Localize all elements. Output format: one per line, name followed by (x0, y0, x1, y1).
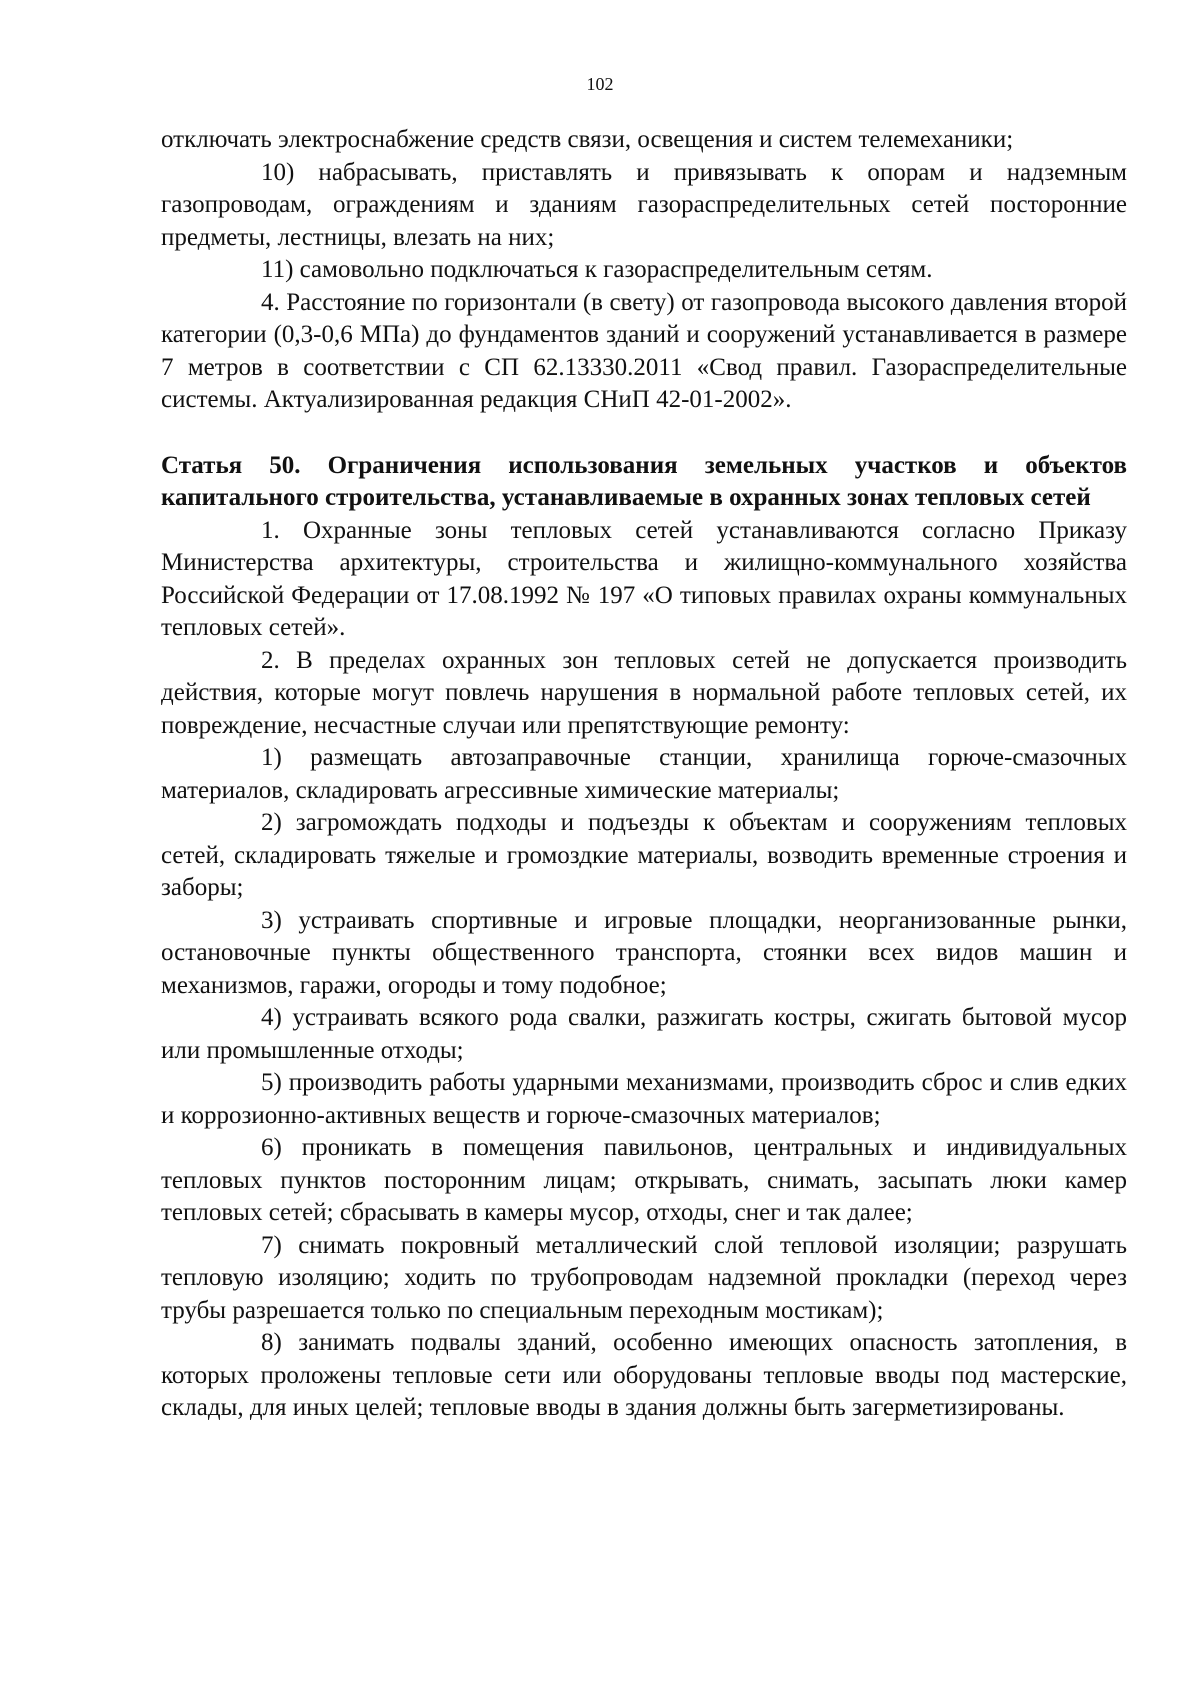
document-body (161, 124, 1127, 1425)
list-item-7: 7) снимать покровный металлический слой тепловой изоляции; разрушать тепловую изоляцию; ходить по трубопроводам надземной прокладки (переход через трубы разрешается только по специальным переходным мостикам); (161, 1231, 1127, 1324)
list-item-6: 6) проникать в помещения павильонов, центральных и индивидуальных тепловых пунктов посторонним лицам; открывать, снимать, засыпать люки камер тепловых сетей; сбрасывать в камеры мусор, отходы, снег и так далее; (161, 1134, 1127, 1226)
paragraph-point-2: 2. В пределах охранных зон тепловых сетей не допускается производить действия, которые могут повлечь нарушения в нормальной работе тепловых сетей, их повреждение, несчастные случаи или препятствующие ремонту: (161, 646, 1127, 739)
list-item-8: 8) занимать подвалы зданий, особенно имеющих опасность затопления, в которых проложены тепловые сети или оборудованы тепловые вводы под мастерские, склады, для иных целей; тепловые вводы в здания должны быть загерметизированы. (161, 1329, 1127, 1421)
paragraph-continuation: отключать электроснабжение средств связи, освещения и систем телемеханики; (161, 126, 1014, 153)
list-item-3: 3) устраивать спортивные и игровые площадки, неорганизованные рынки, остановочные пункты общественного транспорта, стоянки всех видов машин и механизмов, гаражи, огороды и тому подобное; (161, 906, 1127, 999)
list-item-4: 4) устраивать всякого рода свалки, разжигать костры, сжигать бытовой мусор или промышленные отходы; (161, 1004, 1127, 1064)
list-item-1: 1) размещать автозаправочные станции, хранилища горюче-смазочных материалов, складировать агрессивные химические материалы; (161, 744, 1127, 804)
list-item-10: 10) набрасывать, приставлять и привязывать к опорам и надземным газопроводам, ограждениям и зданиям газораспределительных сетей посторонние предметы, лестницы, влезать на них; (161, 158, 1127, 251)
page-number: 102 (586, 74, 614, 94)
list-item-5: 5) производить работы ударными механизмами, производить сброс и слив едких и коррозионно-активных веществ и горюче-смазочных материалов; (161, 1069, 1127, 1129)
paragraph-point-1: 1. Охранные зоны тепловых сетей устанавливаются согласно Приказу Министерства архитектуры, строительства и жилищно-коммунального хозяйства Российской Федерации от 17.08.1992 № 197 «О типовых правилах охраны коммунальных тепловых сетей». (161, 516, 1127, 641)
list-item-2: 2) загромождать подходы и подъезды к объектам и сооружениям тепловых сетей, складировать тяжелые и громоздкие материалы, возводить временные строения и заборы; (161, 809, 1127, 901)
paragraph-point-4: 4. Расстояние по горизонтали (в свету) от газопровода высокого давления второй категории (0,3-0,6 МПа) до фундаментов зданий и сооружений устанавливается в размере 7 метров в соответствии с СП 62.13330.2011 «Свод правил. Газораспределительные системы. Актуализированная редакция СНиП 42-01-2002». (161, 288, 1127, 413)
list-item-11: 11) самовольно подключаться к газораспределительным сетям. (261, 256, 933, 283)
article-heading: Статья 50. Ограничения использования земельных участков и объектов капитального строительства, устанавливаемые в охранных зонах тепловых сетей (161, 451, 1127, 511)
